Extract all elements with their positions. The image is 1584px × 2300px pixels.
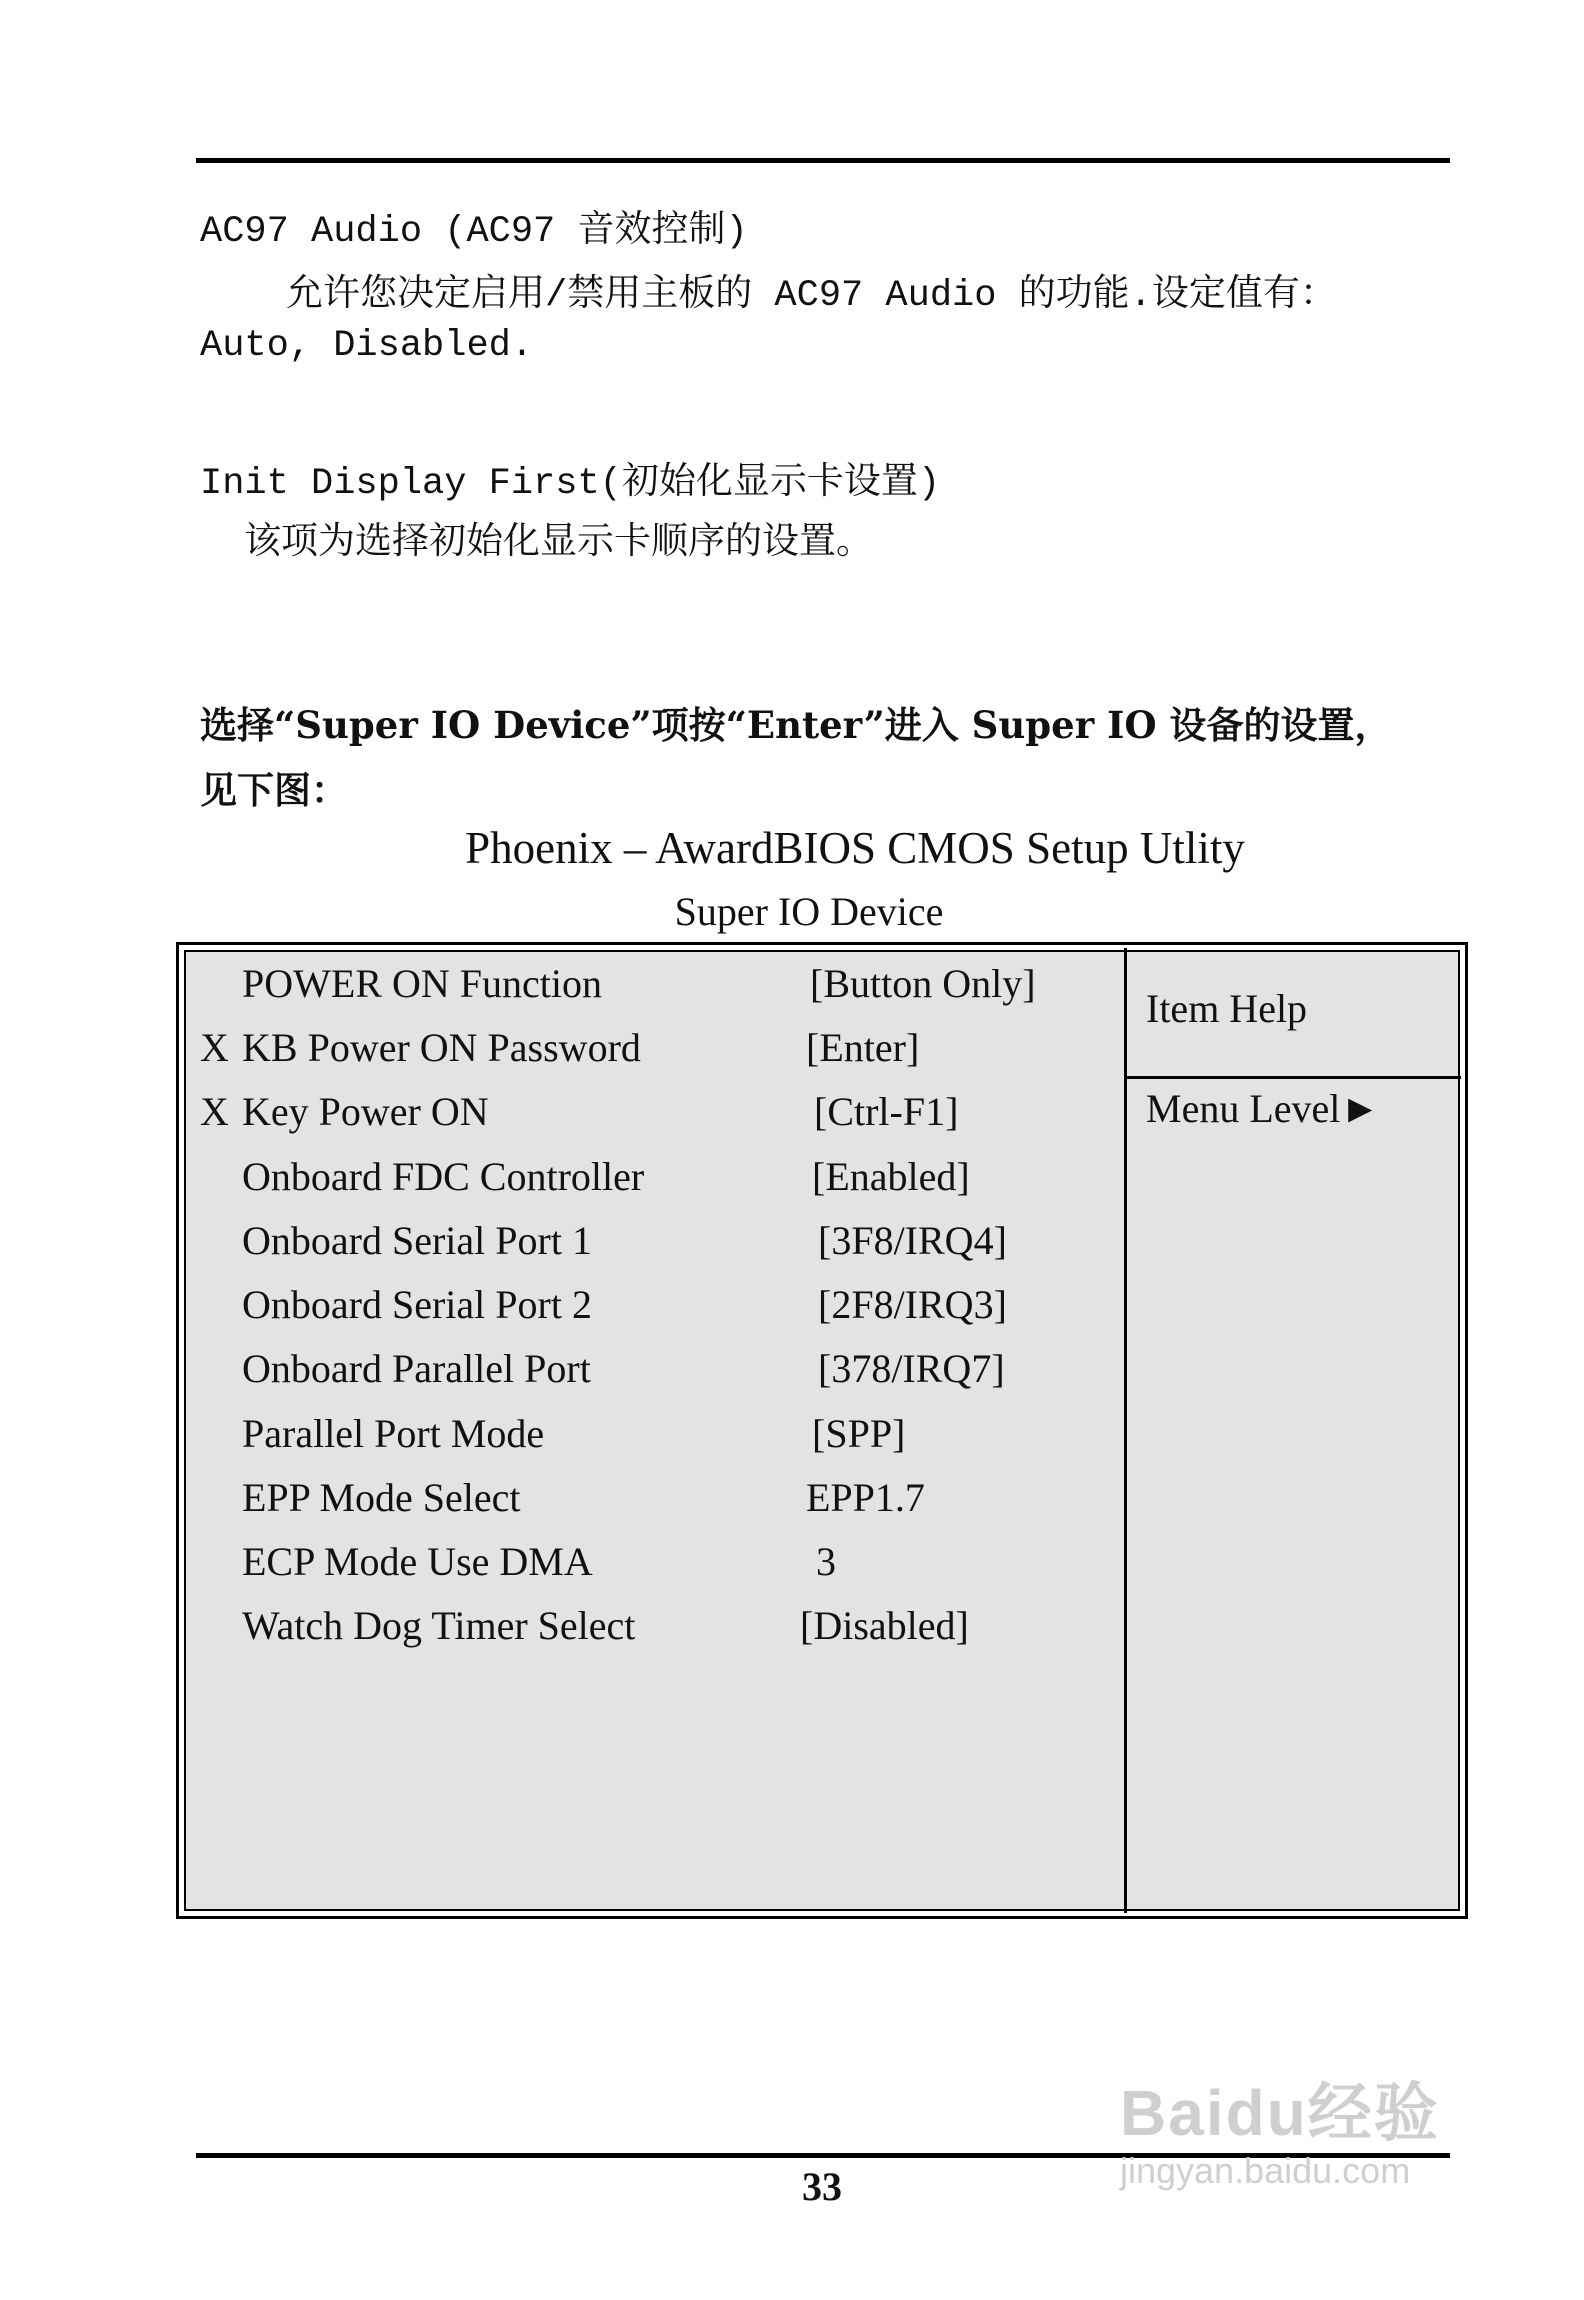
bios-setting-row[interactable] [200, 1016, 1104, 1080]
bios-setting-row[interactable] [200, 952, 1104, 1016]
bios-setting-row[interactable] [200, 1402, 1104, 1466]
bios-setting-row[interactable] [200, 1530, 1104, 1594]
init-display-heading: Init Display First(初始化显示卡设置) [200, 463, 941, 505]
ac97-heading: AC97 Audio (AC97 音效控制) [200, 211, 748, 253]
bios-setting-row[interactable] [200, 1337, 1104, 1401]
panel-divider [1124, 948, 1127, 1913]
setting-value[interactable]: [2F8/IRQ3] [818, 1282, 1007, 1327]
setting-label: EPP Mode Select [242, 1475, 521, 1520]
menu-level-label: Menu Level► [1146, 1086, 1380, 1131]
bios-setting-row[interactable] [200, 1209, 1104, 1273]
setting-label: Onboard Parallel Port [242, 1346, 591, 1391]
setting-value[interactable]: EPP1.7 [806, 1475, 925, 1520]
watermark-brand: Baidu经验 [1120, 2077, 1440, 2149]
setting-value[interactable]: [Ctrl-F1] [814, 1089, 959, 1134]
setting-label: Parallel Port Mode [242, 1411, 545, 1456]
setting-value[interactable]: [378/IRQ7] [818, 1346, 1005, 1391]
setting-label: Key Power ON [242, 1089, 489, 1134]
setting-disabled-marker: X [200, 1089, 229, 1134]
setting-label: ECP Mode Use DMA [242, 1539, 593, 1584]
setting-value[interactable]: [SPP] [812, 1411, 906, 1456]
setting-label: KB Power ON Password [242, 1025, 641, 1070]
bios-subtitle: Super IO Device [674, 889, 944, 934]
bios-title: Phoenix – AwardBIOS CMOS Setup Utlity [465, 823, 1245, 873]
setting-label: Onboard FDC Controller [242, 1154, 645, 1199]
init-display-description: 该项为选择初始化显示卡顺序的设置。 [244, 523, 873, 565]
page-number: 33 [802, 2164, 842, 2209]
setting-label: Watch Dog Timer Select [242, 1603, 636, 1648]
bios-setting-row[interactable] [200, 1594, 1104, 1658]
super-io-instruction: 选择“Super IO Device”项按“Enter”进入 Super IO 设备的设置， [200, 703, 1392, 747]
item-help-label: Item Help [1146, 986, 1308, 1031]
setting-value[interactable]: [Enabled] [812, 1154, 970, 1199]
setting-value[interactable]: 3 [816, 1539, 836, 1584]
setting-value[interactable]: [3F8/IRQ4] [818, 1218, 1007, 1263]
setting-label: Onboard Serial Port 2 [242, 1282, 592, 1327]
bios-setting-row[interactable] [200, 1145, 1104, 1209]
top-rule [196, 158, 1450, 163]
setting-value[interactable]: [Button Only] [810, 961, 1036, 1006]
super-io-instruction-cont: 见下图： [200, 768, 348, 812]
setting-disabled-marker: X [200, 1025, 229, 1070]
help-divider [1127, 1076, 1461, 1079]
ac97-values: Auto, Disabled. [200, 325, 534, 367]
setting-label: POWER ON Function [242, 961, 602, 1006]
setting-label: Onboard Serial Port 1 [242, 1218, 592, 1263]
bios-setting-row[interactable] [200, 1273, 1104, 1337]
watermark-url: jingyan.baidu.com [1120, 2150, 1411, 2191]
baidu-watermark [1120, 2062, 1440, 2192]
bios-setting-row[interactable] [200, 1080, 1104, 1144]
bios-setting-row[interactable] [200, 1466, 1104, 1530]
setting-value[interactable]: [Enter] [806, 1025, 920, 1070]
setting-value[interactable]: [Disabled] [800, 1603, 969, 1648]
ac97-description: 允许您决定启用/禁用主板的 AC97 Audio 的功能.设定值有： [286, 275, 1337, 317]
